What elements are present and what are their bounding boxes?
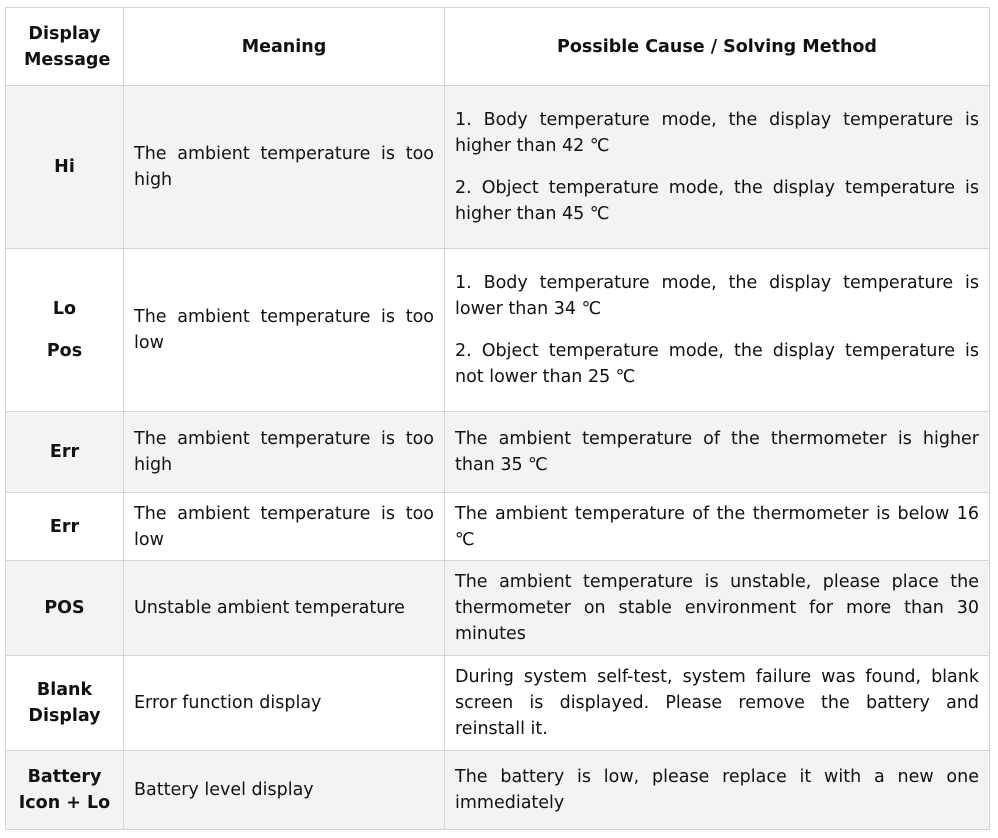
cause-cell — [445, 561, 990, 656]
header-row — [6, 8, 990, 86]
display-message-cell — [6, 561, 124, 656]
cause-cell — [445, 751, 990, 830]
table-row — [6, 412, 990, 493]
header-possible-cause: Possible Cause / Solving Method — [445, 8, 990, 86]
troubleshooting-table — [5, 7, 990, 830]
display-code: Blank Display — [28, 680, 101, 726]
table-row — [6, 656, 990, 751]
display-message-cell — [6, 656, 124, 751]
display-code: Hi — [54, 157, 75, 177]
meaning-cell: The ambient temperature is too low — [124, 493, 445, 561]
meaning-cell: Unstable ambient temperature — [124, 561, 445, 656]
cause-text: The ambient temperature is unstable, please place the thermometer on stable environment for more than 30 minutes — [455, 572, 979, 644]
display-message-cell — [6, 751, 124, 830]
table-row — [6, 86, 990, 249]
meaning-cell: The ambient temperature is too high — [124, 86, 445, 249]
cause-cell — [445, 493, 990, 561]
cause-text: The ambient temperature of the thermometer is below 16 ℃ — [455, 503, 979, 550]
cause-cell — [445, 86, 990, 249]
display-code: Pos — [46, 341, 83, 361]
display-message-cell — [6, 86, 124, 249]
cause-text: The ambient temperature of the thermometer is higher than 35 ℃ — [455, 429, 979, 475]
display-code: Battery Icon + Lo — [18, 767, 111, 813]
table-row — [6, 751, 990, 830]
cause-cell — [445, 249, 990, 412]
header-meaning: Meaning — [124, 8, 445, 86]
display-message-cell — [6, 249, 124, 412]
display-code: POS — [44, 598, 85, 618]
cause-text: 2. Object temperature mode, the display temperature is higher than 45 ℃ — [455, 178, 979, 224]
display-message-cell — [6, 412, 124, 493]
meaning-cell: The ambient temperature is too low — [124, 249, 445, 412]
cause-text: During system self-test, system failure was found, blank screen is displayed. Please remove the battery and reinstall it. — [455, 667, 979, 739]
display-code: Err — [49, 442, 80, 462]
cause-text: 2. Object temperature mode, the display temperature is not lower than 25 ℃ — [455, 341, 979, 387]
cause-cell — [445, 656, 990, 751]
table-row — [6, 561, 990, 656]
table-row — [6, 493, 990, 561]
cause-text: 1. Body temperature mode, the display temperature is lower than 34 ℃ — [455, 273, 979, 319]
display-message-cell — [6, 493, 124, 561]
meaning-cell: The ambient temperature is too high — [124, 412, 445, 493]
cause-text: 1. Body temperature mode, the display temperature is higher than 42 ℃ — [455, 110, 979, 156]
header-display-message: Display Message — [6, 8, 124, 86]
display-code: Lo — [52, 299, 77, 319]
cause-cell — [445, 412, 990, 493]
meaning-cell: Error function display — [124, 656, 445, 751]
meaning-cell: Battery level display — [124, 751, 445, 830]
display-code: Err — [49, 516, 80, 537]
cause-text: The battery is low, please replace it with a new one immediately — [455, 767, 979, 813]
table-row — [6, 249, 990, 412]
